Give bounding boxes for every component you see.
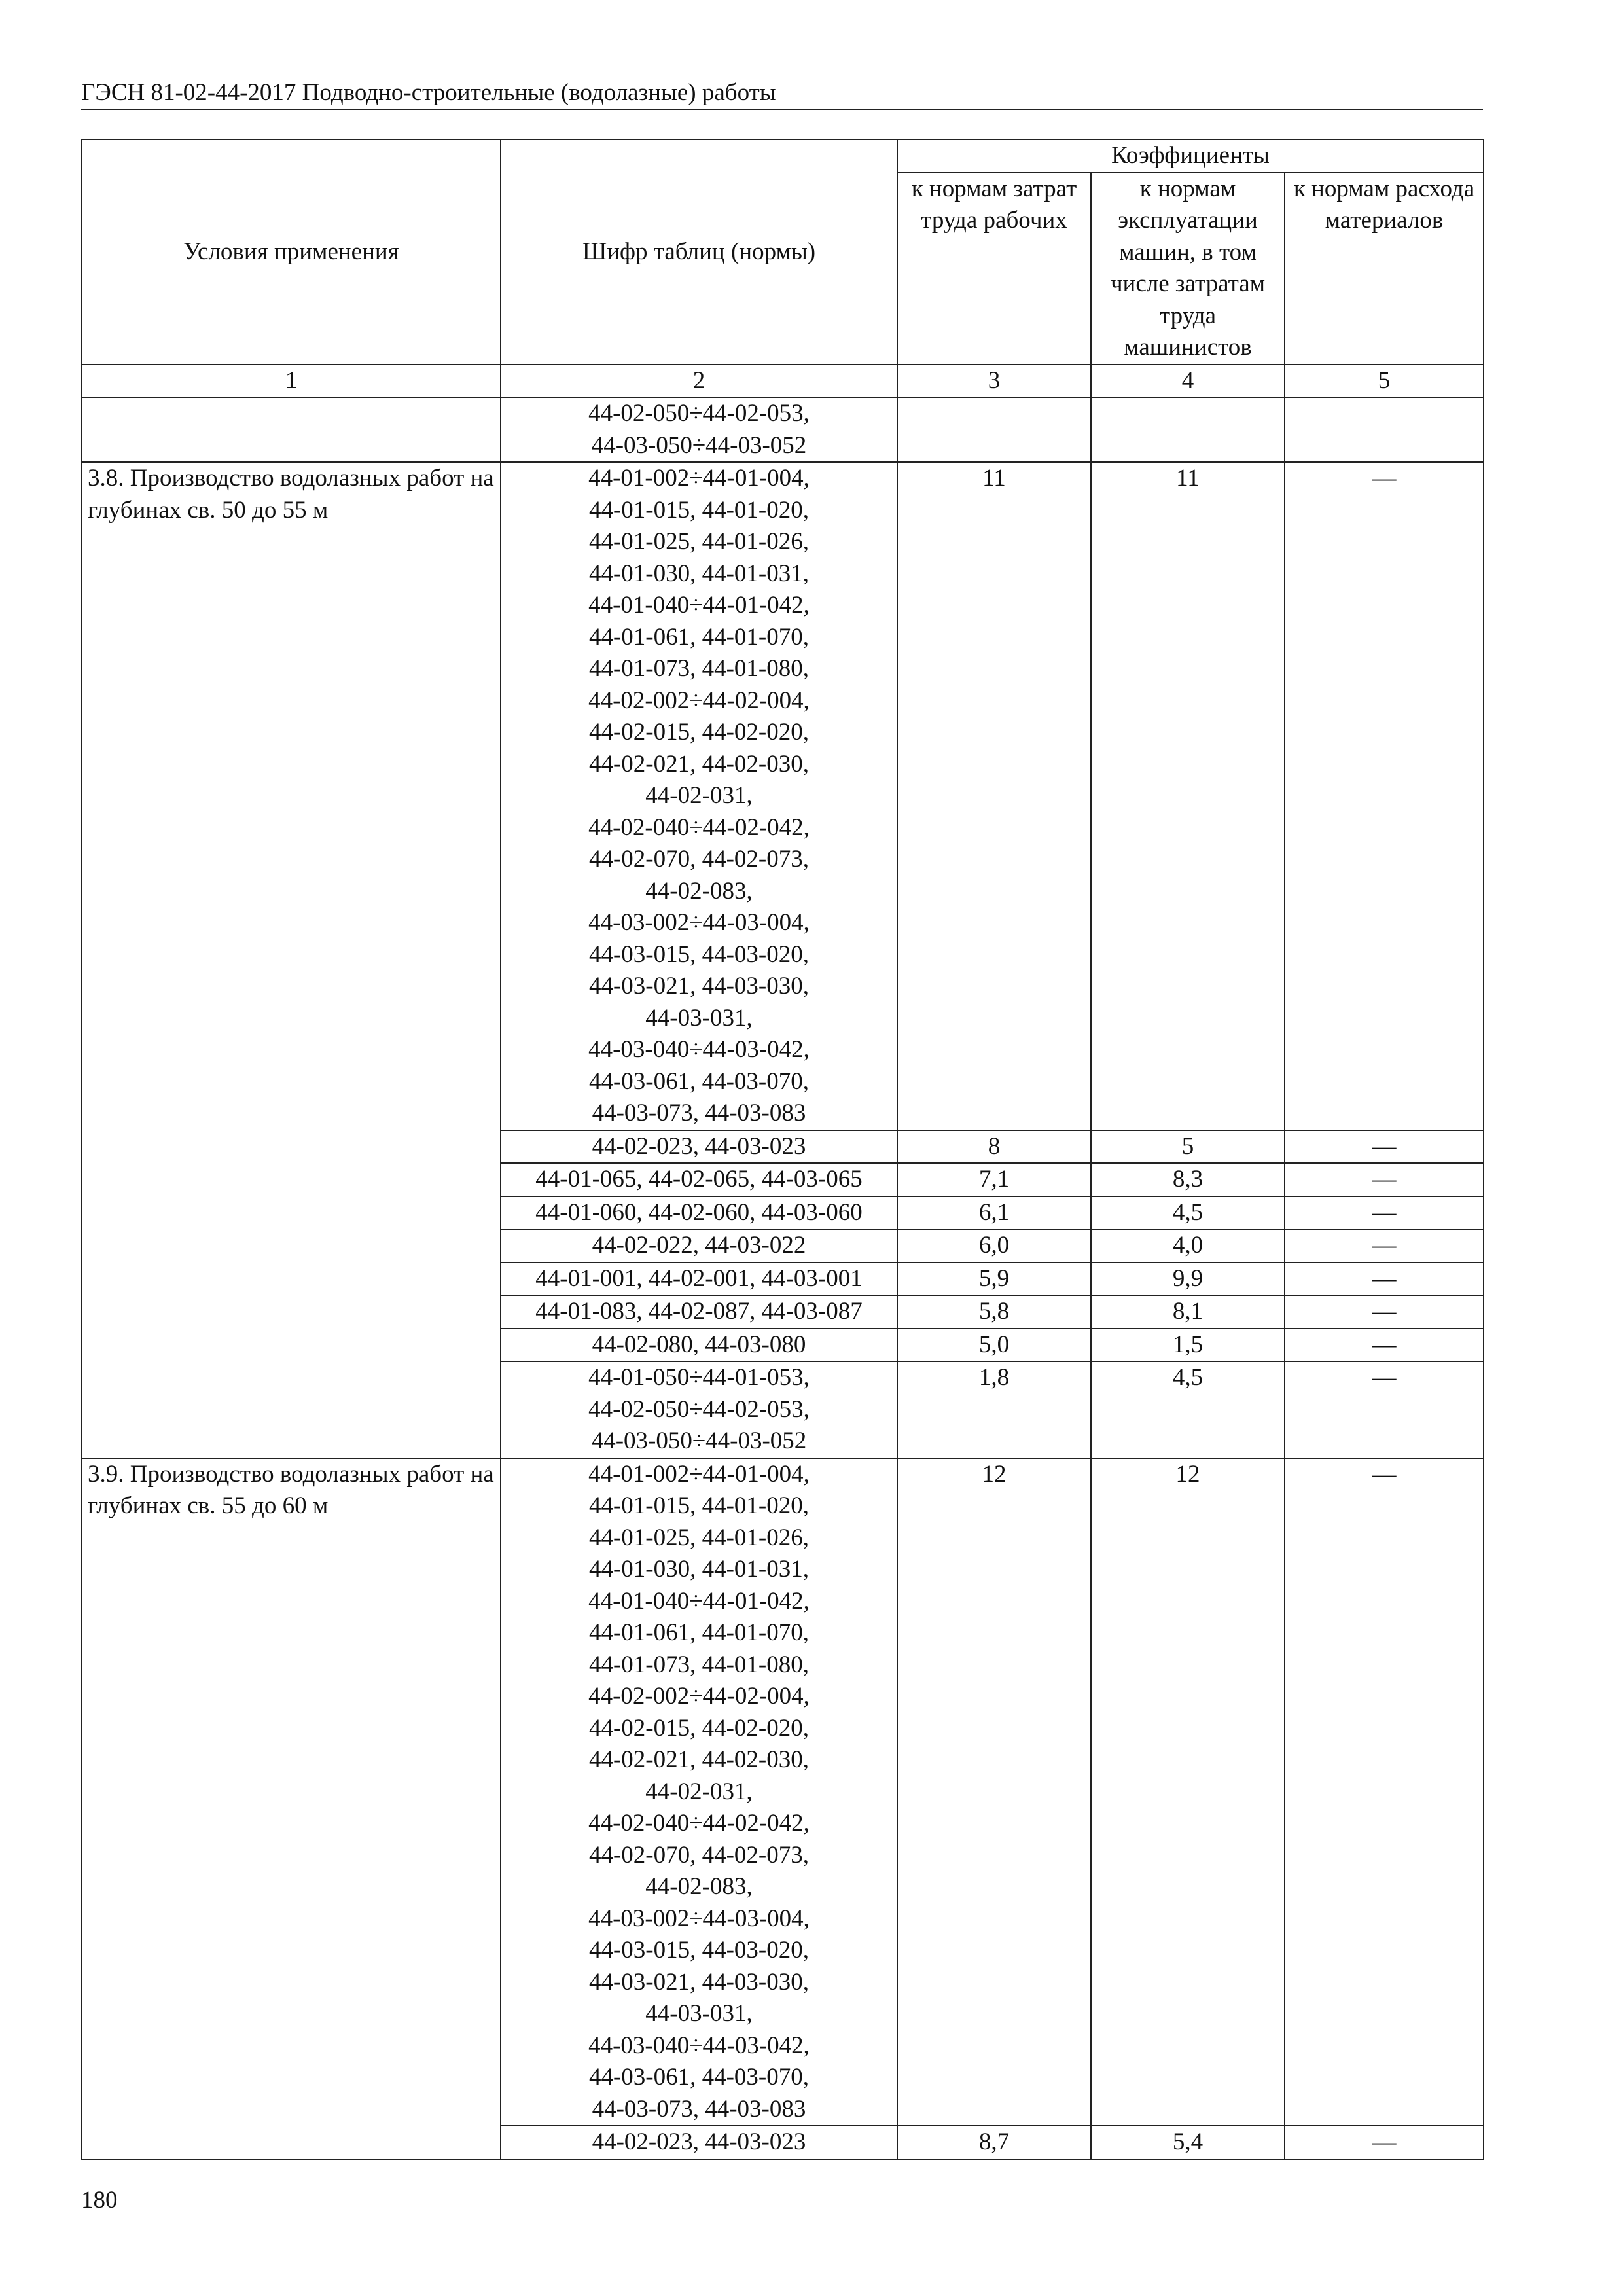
column-number: 1	[82, 365, 501, 398]
material-coef-cell: —	[1285, 1295, 1484, 1329]
code-line: 44-01-015, 44-01-020,	[588, 496, 810, 524]
code-line: 44-03-015, 44-03-020,	[588, 941, 810, 968]
code-line: 44-02-070, 44-02-073,	[588, 846, 810, 872]
column-number-row	[82, 365, 1484, 398]
material-coef-cell: —	[1285, 1196, 1484, 1230]
labor-coef-cell: 5,9	[897, 1263, 1091, 1296]
codes-cell: 44-02-022, 44-03-022	[501, 1229, 897, 1263]
machine-coef-cell: 4,5	[1091, 1361, 1285, 1458]
code-line: 44-02-015, 44-02-020,	[588, 719, 810, 745]
codes-cell	[501, 1458, 897, 2126]
table-row	[82, 397, 1484, 462]
codes-cell: 44-02-023, 44-03-023	[501, 1130, 897, 1164]
code-line: 44-03-061, 44-03-070,	[588, 1067, 810, 1095]
machine-coef-cell	[1091, 397, 1285, 462]
page-number: 180	[81, 2187, 118, 2214]
codes-cell: 44-01-083, 44-02-087, 44-03-087	[501, 1295, 897, 1329]
column-group-coefficients: Коэффициенты	[897, 139, 1484, 173]
codes-cell: 44-01-001, 44-02-001, 44-03-001	[501, 1263, 897, 1296]
machine-coef-cell: 5	[1091, 1130, 1285, 1164]
labor-coef-cell: 6,0	[897, 1229, 1091, 1263]
code-line: 44-01-040÷44-01-042,	[588, 592, 810, 619]
machine-coef-cell: 5,4	[1091, 2126, 1285, 2159]
code-line: 44-02-050÷44-02-053,	[588, 400, 810, 427]
code-line: 44-02-021, 44-02-030,	[588, 750, 810, 778]
codes-cell	[501, 1361, 897, 1458]
code-line: 44-03-002÷44-03-004,	[588, 909, 810, 936]
column-number: 5	[1285, 365, 1484, 398]
material-coef-cell: —	[1285, 1458, 1484, 2126]
column-header-codes: Шифр таблиц (нормы)	[501, 139, 897, 365]
code-line: 44-03-050÷44-03-052	[591, 431, 807, 459]
material-coef-cell: —	[1285, 1329, 1484, 1362]
conditions-cell: 3.9. Производство водолазных работ на глубинах св. 55 до 60 м	[82, 1458, 501, 2159]
code-line: 44-02-083,	[645, 877, 753, 905]
column-header-conditions: Условия применения	[82, 139, 501, 365]
code-line: 44-02-031,	[645, 782, 753, 809]
labor-coef-cell: 6,1	[897, 1196, 1091, 1230]
code-line: 44-02-070, 44-02-073,	[588, 1841, 810, 1869]
code-line: 44-01-073, 44-01-080,	[588, 1651, 810, 1678]
labor-coef-cell: 1,8	[897, 1361, 1091, 1458]
material-coef-cell: —	[1285, 1361, 1484, 1458]
code-line: 44-02-083,	[645, 1873, 753, 1900]
machine-coef-cell: 4,0	[1091, 1229, 1285, 1263]
code-line: 44-01-015, 44-01-020,	[588, 1492, 810, 1519]
column-header-machines: к нормам эксплуатации машин, в том числе затратам труда машинистов	[1091, 173, 1285, 365]
code-line: 44-02-021, 44-02-030,	[588, 1746, 810, 1773]
code-line: 44-01-030, 44-01-031,	[588, 560, 810, 587]
conditions-cell	[82, 397, 501, 462]
code-line: 44-02-002÷44-02-004,	[588, 687, 810, 714]
column-number: 4	[1091, 365, 1285, 398]
document-title: ГЭСН 81-02-44-2017 Подводно-строительные (водолазные) работы	[81, 79, 776, 106]
machine-coef-cell: 4,5	[1091, 1196, 1285, 1230]
material-coef-cell: —	[1285, 1229, 1484, 1263]
code-line: 44-03-002÷44-03-004,	[588, 1905, 810, 1932]
machine-coef-cell: 12	[1091, 1458, 1285, 2126]
code-line: 44-03-073, 44-03-083	[592, 1100, 806, 1126]
column-number: 2	[501, 365, 897, 398]
material-coef-cell	[1285, 397, 1484, 462]
code-line: 44-03-061, 44-03-070,	[588, 2064, 810, 2090]
labor-coef-cell: 8	[897, 1130, 1091, 1164]
code-line: 44-01-030, 44-01-031,	[588, 1556, 810, 1583]
column-header-labor: к нормам затрат труда рабочих	[897, 173, 1091, 365]
machine-coef-cell: 8,1	[1091, 1295, 1285, 1329]
machine-coef-cell: 8,3	[1091, 1163, 1285, 1196]
code-line: 44-03-040÷44-03-042,	[588, 2032, 810, 2059]
machine-coef-cell: 9,9	[1091, 1263, 1285, 1296]
table-row	[82, 462, 1484, 1130]
page-header	[81, 77, 1483, 110]
labor-coef-cell: 5,0	[897, 1329, 1091, 1362]
conditions-cell: 3.8. Производство водолазных работ на глубинах св. 50 до 55 м	[82, 462, 501, 1458]
codes-cell: 44-02-080, 44-03-080	[501, 1329, 897, 1362]
code-line: 44-01-002÷44-01-004,	[588, 465, 810, 492]
code-line: 44-02-002÷44-02-004,	[588, 1683, 810, 1710]
code-line: 44-01-025, 44-01-026,	[588, 1524, 810, 1551]
labor-coef-cell: 11	[897, 462, 1091, 1130]
code-line: 44-02-031,	[645, 1778, 753, 1805]
table-row	[82, 1458, 1484, 2126]
codes-cell: 44-02-023, 44-03-023	[501, 2126, 897, 2159]
codes-cell	[501, 397, 897, 462]
code-line: 44-02-040÷44-02-042,	[588, 1810, 810, 1837]
code-line: 44-01-050÷44-01-053,	[588, 1364, 810, 1391]
machine-coef-cell: 11	[1091, 462, 1285, 1130]
code-line: 44-03-021, 44-03-030,	[588, 973, 810, 999]
code-line: 44-02-040÷44-02-042,	[588, 814, 810, 841]
column-number: 3	[897, 365, 1091, 398]
machine-coef-cell: 1,5	[1091, 1329, 1285, 1362]
code-line: 44-03-031,	[645, 1004, 753, 1031]
code-line: 44-01-061, 44-01-070,	[588, 623, 810, 651]
material-coef-cell: —	[1285, 2126, 1484, 2159]
material-coef-cell: —	[1285, 1130, 1484, 1164]
norms-table	[81, 139, 1484, 2160]
code-line: 44-03-073, 44-03-083	[592, 2095, 806, 2123]
codes-cell: 44-01-065, 44-02-065, 44-03-065	[501, 1163, 897, 1196]
code-line: 44-03-015, 44-03-020,	[588, 1937, 810, 1964]
codes-cell	[501, 462, 897, 1130]
labor-coef-cell: 7,1	[897, 1163, 1091, 1196]
material-coef-cell: —	[1285, 1163, 1484, 1196]
labor-coef-cell: 8,7	[897, 2126, 1091, 2159]
code-line: 44-01-073, 44-01-080,	[588, 655, 810, 682]
labor-coef-cell: 5,8	[897, 1295, 1091, 1329]
code-line: 44-03-031,	[645, 2000, 753, 2027]
labor-coef-cell	[897, 397, 1091, 462]
code-line: 44-03-021, 44-03-030,	[588, 1968, 810, 1996]
code-line: 44-02-015, 44-02-020,	[588, 1714, 810, 1742]
code-line: 44-01-061, 44-01-070,	[588, 1619, 810, 1646]
code-line: 44-01-002÷44-01-004,	[588, 1460, 810, 1488]
code-line: 44-01-025, 44-01-026,	[588, 528, 810, 555]
column-header-materials: к нормам расхода материалов	[1285, 173, 1484, 365]
labor-coef-cell: 12	[897, 1458, 1091, 2126]
codes-cell: 44-01-060, 44-02-060, 44-03-060	[501, 1196, 897, 1230]
material-coef-cell: —	[1285, 462, 1484, 1130]
header-row	[82, 139, 1484, 173]
code-line: 44-02-050÷44-02-053,	[588, 1395, 810, 1423]
material-coef-cell: —	[1285, 1263, 1484, 1296]
code-line: 44-03-050÷44-03-052	[591, 1427, 807, 1454]
code-line: 44-03-040÷44-03-042,	[588, 1036, 810, 1063]
code-line: 44-01-040÷44-01-042,	[588, 1587, 810, 1615]
